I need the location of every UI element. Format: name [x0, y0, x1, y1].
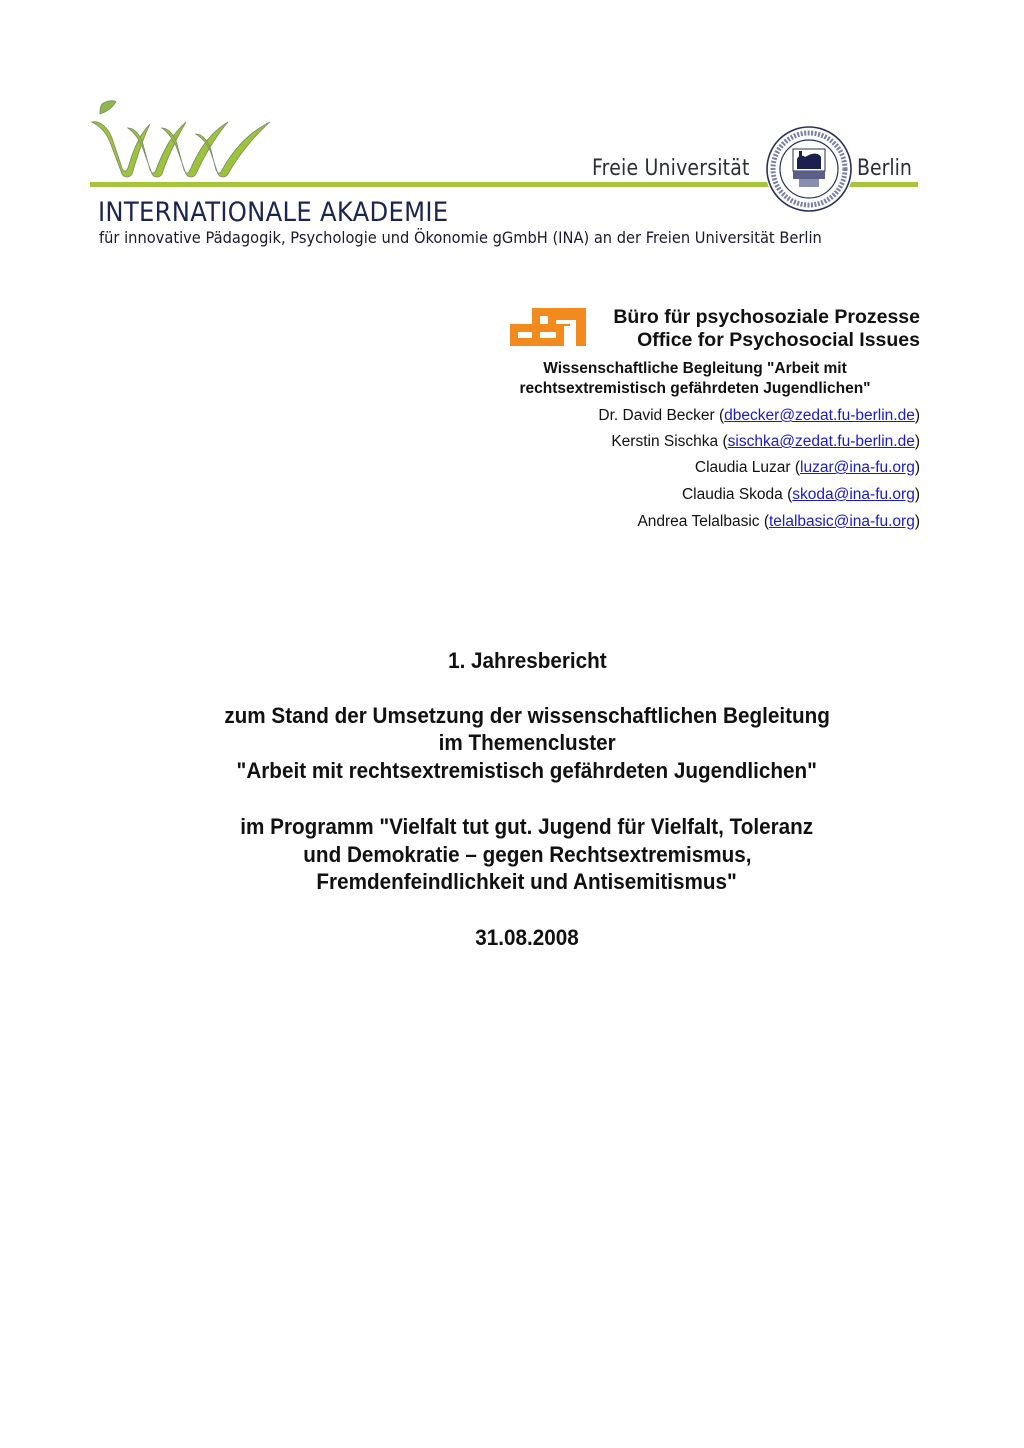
- paren-close: ): [914, 486, 920, 503]
- fu-name: Freie Universität: [592, 156, 750, 181]
- paren-close: ): [914, 407, 920, 424]
- fu-city: Berlin: [857, 156, 912, 181]
- contact-entry: [637, 513, 920, 531]
- paren-open: (: [790, 459, 801, 476]
- ina-leaf-logo-icon: [88, 98, 273, 180]
- contact-name: Claudia Skoda: [681, 486, 783, 503]
- program-line-1: [15, 814, 1024, 840]
- contact-name: Claudia Luzar: [694, 459, 791, 476]
- report-date-text: 31.08.2008: [475, 925, 579, 950]
- contact-name: Andrea Telalbasic: [637, 513, 760, 530]
- contact-email-link[interactable]: skoda@ina-fu.org: [792, 486, 915, 503]
- paren-close: ): [914, 459, 920, 476]
- paren-open: (: [782, 486, 793, 503]
- contact-entry: [682, 486, 920, 504]
- bpp-name-german: Büro für psychosoziale Prozesse: [613, 306, 920, 328]
- contact-email-link[interactable]: telalbasic@ina-fu.org: [768, 513, 915, 530]
- paren-close: ): [914, 513, 920, 530]
- paren-close: ): [914, 433, 920, 450]
- fu-berlin-seal-icon: [765, 125, 853, 213]
- contact-name: Kerstin Sischka: [611, 433, 719, 450]
- paren-open: (: [759, 513, 769, 530]
- contact-email-link[interactable]: dbecker@zedat.fu-berlin.de: [724, 407, 915, 424]
- contact-email-link[interactable]: sischka@zedat.fu-berlin.de: [727, 433, 915, 450]
- subtitle-line-3-text: "Arbeit mit rechtsextremistisch gefährdeten Jugendlichen": [236, 758, 818, 783]
- contact-name: Dr. David Becker: [598, 407, 715, 424]
- report-title-text: 1. Jahresbericht: [447, 648, 607, 673]
- ina-subtitle: für innovative Pädagogik, Psychologie und Ökonomie gGmbH (INA) an der Freien Universität Berlin: [99, 228, 822, 247]
- contact-email-link[interactable]: luzar@ina-fu.org: [800, 459, 915, 476]
- project-title-line-1: Wissenschaftliche Begleitung "Arbeit mit: [543, 360, 847, 377]
- bpp-orange-logo-icon: [510, 304, 588, 346]
- paren-open: (: [718, 433, 728, 450]
- subtitle-line-2-text: im Themencluster: [438, 730, 616, 755]
- program-line-2: [15, 842, 1024, 868]
- bpp-name-english: Office for Psychosocial Issues: [637, 329, 920, 351]
- subtitle-line-1-text: zum Stand der Umsetzung der wissenschaftlichen Begleitung: [224, 703, 830, 728]
- program-line-3: [15, 869, 1024, 895]
- program-line-3-text: Fremdenfeindlichkeit und Antisemitismus": [316, 869, 738, 894]
- subtitle-line-2: [15, 730, 1024, 756]
- ina-title: INTERNATIONALE AKADEMIE: [98, 197, 449, 228]
- program-line-2-text: und Demokratie – gegen Rechtsextremismus,: [302, 842, 752, 867]
- contact-entry: [598, 407, 920, 425]
- subtitle-line-3: [15, 758, 1024, 784]
- contact-entry: [611, 433, 920, 451]
- report-title: [15, 648, 1024, 674]
- program-line-1-text: im Programm "Vielfalt tut gut. Jugend für Vielfalt, Toleranz: [240, 814, 814, 839]
- project-title-line-2: rechtsextremistisch gefährdeten Jugendlichen": [519, 380, 871, 397]
- contact-entry: [695, 459, 920, 477]
- subtitle-line-1: [15, 703, 1024, 729]
- report-date: [15, 925, 1024, 951]
- paren-open: (: [714, 407, 725, 424]
